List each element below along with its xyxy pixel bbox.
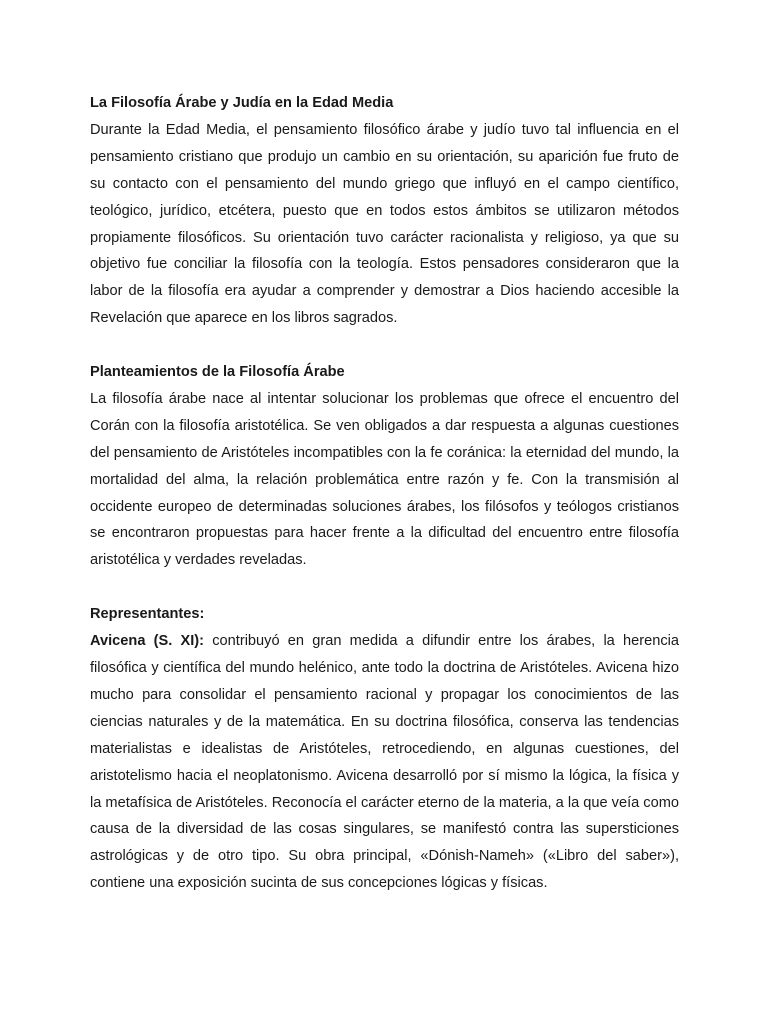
document-page: [90, 90, 679, 897]
representative-name-avicena: Avicena (S. XI):: [90, 633, 205, 650]
section-body-planteamientos: La filosofía árabe nace al intentar solucionar los problemas que ofrece el encuentro del Corán con la filosofía aristotélica. Se ven obligados a dar respuesta a algunas cuestiones del pensamiento de Aristóteles incompatibles con la fe coránica: la eternidad del mundo, la mortalidad del alma, la relación problemática entre razón y fe. Con la transmisión al occidente europeo de determinadas soluciones árabes, los filósofos y teólogos cristianos se encontraron propuestas para hacer frente a la dificultad del encuentro entre filosofía aristotélica y verdades reveladas.: [90, 390, 679, 569]
paragraph-spacer: [90, 574, 679, 601]
section-title-filosofia-arabe-judia: La Filosofía Árabe y Judía en la Edad Media: [90, 95, 394, 111]
representative-entry-avicena: [90, 628, 679, 897]
section-body-edad-media: Durante la Edad Media, el pensamiento filosófico árabe y judío tuvo tal influencia en el pensamiento cristiano que produjo un cambio en su orientación, su aparición fue fruto de su contacto con el pensamiento del mundo griego que influyó en el campo científico, teológico, jurídico, etcétera, puesto que en todos estos ámbitos se utilizaron métodos propiamente filosóficos. Su orientación tuvo carácter racionalista y religioso, ya que su objetivo fue conciliar la filosofía con la teología. Estos pensadores consideraron que la labor de la filosofía era ayudar a comprender y demostrar a Dios haciendo accesible la Revelación que aparece en los libros sagrados.: [90, 121, 679, 327]
section-title-representantes: Representantes:: [90, 606, 205, 623]
representative-description-avicena: contribuyó en gran medida a difundir entre los árabes, la herencia filosófica y científica del mundo helénico, ante todo la doctrina de Aristóteles. Avicena hizo mucho para consolidar el pensamiento racional y propagar los conocimientos de las ciencias naturales y de la matemática. En su doctrina filosófica, conserva las tendencias materialistas e idealistas de Aristóteles, retrocediendo, en algunas cuestiones, del aristotelismo hacia el neoplatonismo. Avicena desarrolló por sí mismo la lógica, la física y la metafísica de Aristóteles. Reconocía el carácter eterno de la materia, a la que veía como causa de la diversidad de las cosas singulares, se manifestó contra las supersticiones astrológicas y de otro tipo. Su obra principal, «Dónish-Nameh» («Libro del saber»), contiene una exposición sucinta de sus concepciones lógicas y físicas.: [90, 633, 679, 892]
paragraph-spacer: [90, 332, 679, 359]
section-title-planteamientos: Planteamientos de la Filosofía Árabe: [90, 364, 345, 381]
